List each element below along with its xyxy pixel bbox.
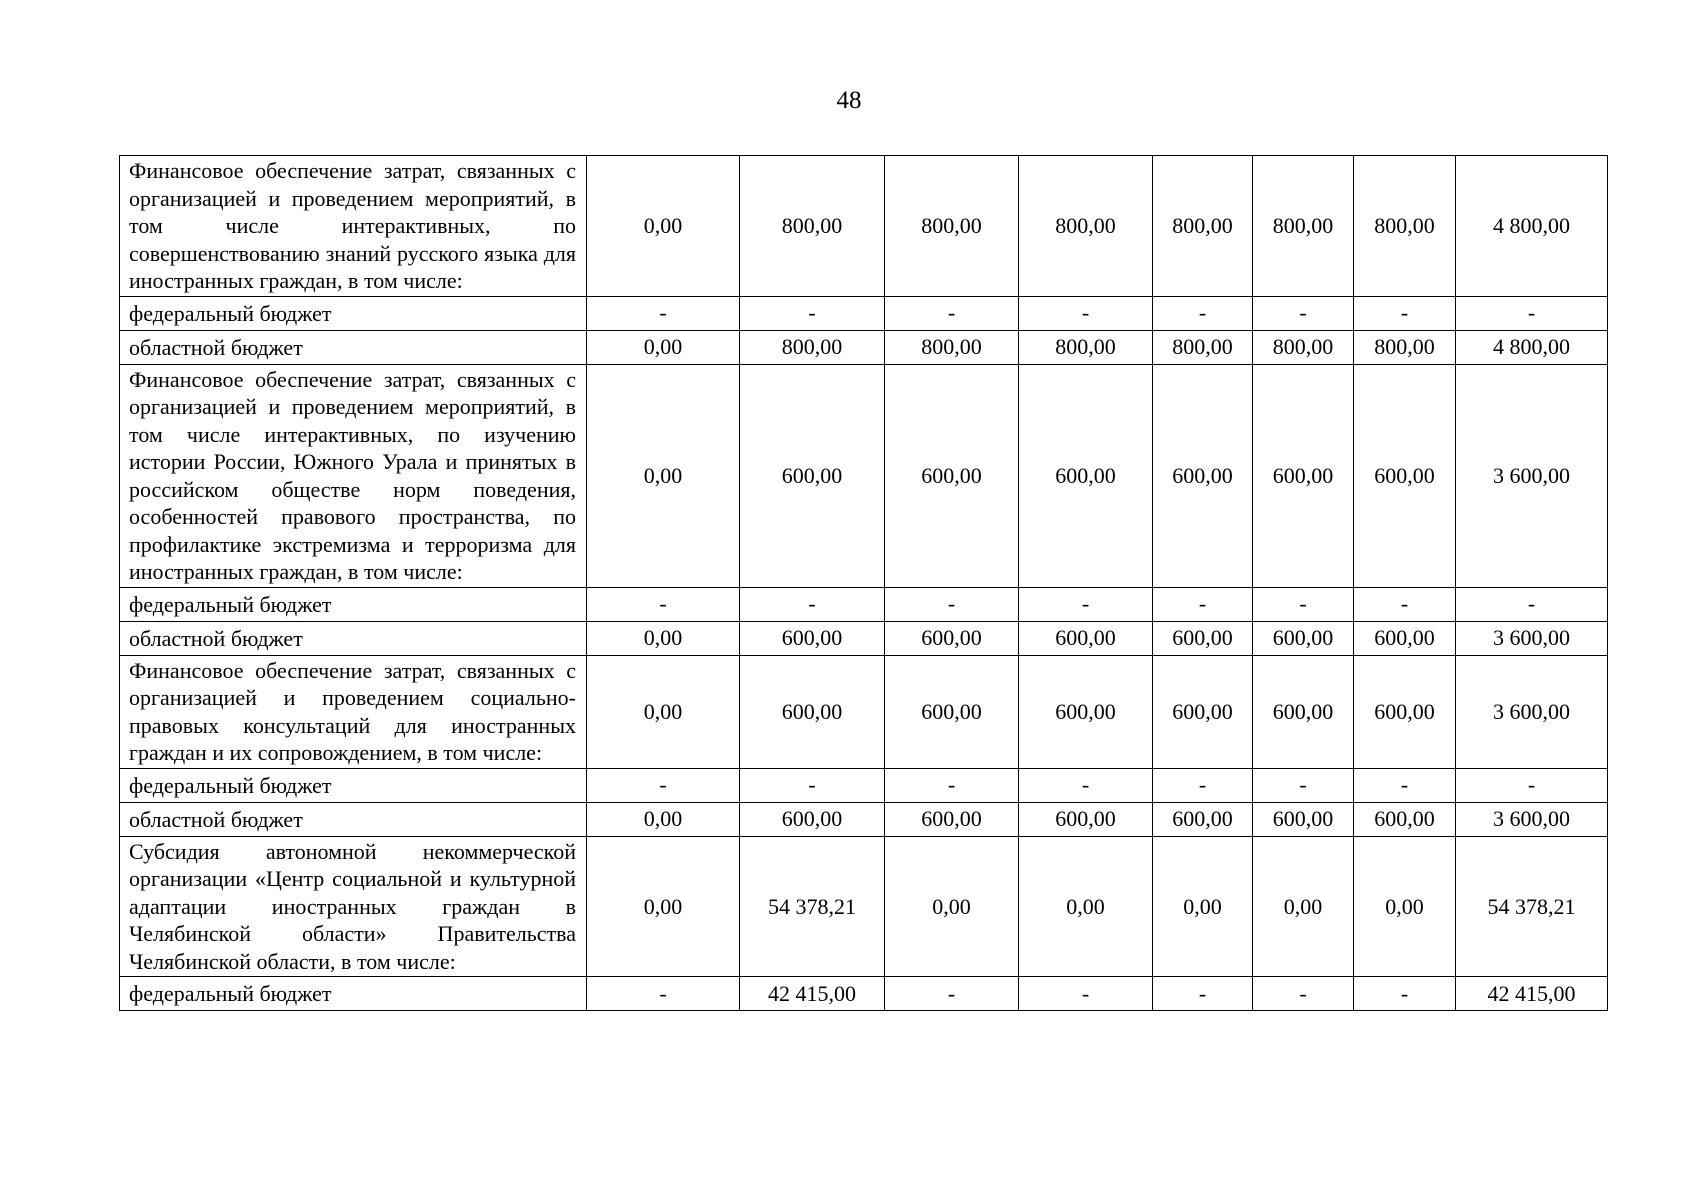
value-cell: 3 600,00 (1456, 364, 1608, 587)
value-cell: - (587, 768, 740, 802)
value-cell: 0,00 (1354, 836, 1456, 977)
value-cell: - (1456, 296, 1608, 330)
value-cell: - (1019, 296, 1153, 330)
value-cell: 54 378,21 (740, 836, 885, 977)
row-label: федеральный бюджет (120, 977, 587, 1011)
value-cell: 0,00 (587, 156, 740, 297)
value-cell: - (885, 768, 1019, 802)
value-cell: - (1019, 977, 1153, 1011)
row-label: областной бюджет (120, 330, 587, 364)
value-cell: 800,00 (1153, 330, 1253, 364)
budget-table-body (120, 156, 1608, 1011)
value-cell: - (885, 587, 1019, 621)
value-cell: 600,00 (885, 364, 1019, 587)
value-cell: 0,00 (885, 836, 1019, 977)
row-label: Финансовое обеспечение затрат, связанных с организацией и проведением мероприятий, в том числе интерактивных, по изучению истории России, Южного Урала и принятых в российском обществе норм поведения, особенностей правового пространства, по профилактике экстремизма и терроризма для иностранных граждан, в том числе: (120, 364, 587, 587)
value-cell: 600,00 (1019, 364, 1153, 587)
value-cell: - (587, 977, 740, 1011)
row-label: Финансовое обеспечение затрат, связанных с организацией и проведением социально-правовых консультаций для иностранных граждан и их сопровождением, в том числе: (120, 655, 587, 768)
value-cell: 0,00 (1019, 836, 1153, 977)
value-cell: 600,00 (740, 802, 885, 836)
table-row (120, 655, 1608, 768)
row-label: федеральный бюджет (120, 768, 587, 802)
value-cell: 800,00 (885, 330, 1019, 364)
value-cell: 600,00 (1253, 655, 1354, 768)
value-cell: 800,00 (1153, 156, 1253, 297)
row-label: Финансовое обеспечение затрат, связанных с организацией и проведением мероприятий, в том числе интерактивных, по совершенствованию знаний русского языка для иностранных граждан, в том числе: (120, 156, 587, 297)
value-cell: - (740, 587, 885, 621)
value-cell: 54 378,21 (1456, 836, 1608, 977)
value-cell: - (1354, 587, 1456, 621)
value-cell: 600,00 (1253, 802, 1354, 836)
value-cell: 800,00 (740, 156, 885, 297)
value-cell: - (1019, 587, 1153, 621)
table-row (120, 364, 1608, 587)
value-cell: 600,00 (1019, 802, 1153, 836)
value-cell: 800,00 (1253, 156, 1354, 297)
value-cell: - (1019, 768, 1153, 802)
value-cell: 600,00 (1019, 655, 1153, 768)
value-cell: - (1354, 977, 1456, 1011)
value-cell: - (1153, 587, 1253, 621)
table-row (120, 587, 1608, 621)
table-row (120, 977, 1608, 1011)
value-cell: 3 600,00 (1456, 802, 1608, 836)
value-cell: - (1354, 296, 1456, 330)
value-cell: 0,00 (1153, 836, 1253, 977)
table-row (120, 836, 1608, 977)
value-cell: - (1456, 587, 1608, 621)
value-cell: - (1253, 768, 1354, 802)
value-cell: - (1153, 296, 1253, 330)
value-cell: - (740, 296, 885, 330)
value-cell: 0,00 (587, 364, 740, 587)
value-cell: - (1354, 768, 1456, 802)
value-cell: 600,00 (1153, 655, 1253, 768)
value-cell: 600,00 (1354, 802, 1456, 836)
value-cell: 800,00 (1354, 156, 1456, 297)
value-cell: 0,00 (587, 836, 740, 977)
value-cell: 0,00 (587, 802, 740, 836)
value-cell: 600,00 (1354, 655, 1456, 768)
value-cell: - (740, 768, 885, 802)
value-cell: 800,00 (1253, 330, 1354, 364)
table-row (120, 768, 1608, 802)
value-cell: - (1253, 587, 1354, 621)
value-cell: 3 600,00 (1456, 621, 1608, 655)
value-cell: 600,00 (740, 655, 885, 768)
value-cell: 600,00 (885, 655, 1019, 768)
value-cell: 0,00 (587, 621, 740, 655)
value-cell: 600,00 (1019, 621, 1153, 655)
value-cell: 4 800,00 (1456, 156, 1608, 297)
value-cell: 600,00 (1153, 364, 1253, 587)
value-cell: 800,00 (740, 330, 885, 364)
value-cell: - (885, 296, 1019, 330)
value-cell: - (885, 977, 1019, 1011)
value-cell: 600,00 (740, 621, 885, 655)
value-cell: 600,00 (885, 802, 1019, 836)
value-cell: 800,00 (1354, 330, 1456, 364)
value-cell: 600,00 (1153, 621, 1253, 655)
table-row (120, 621, 1608, 655)
value-cell: 3 600,00 (1456, 655, 1608, 768)
value-cell: 800,00 (1019, 156, 1153, 297)
value-cell: 42 415,00 (1456, 977, 1608, 1011)
value-cell: - (1153, 768, 1253, 802)
value-cell: - (1253, 977, 1354, 1011)
value-cell: 800,00 (1019, 330, 1153, 364)
value-cell: 0,00 (1253, 836, 1354, 977)
table-row (120, 156, 1608, 297)
row-label: областной бюджет (120, 802, 587, 836)
value-cell: - (1456, 768, 1608, 802)
value-cell: 0,00 (587, 330, 740, 364)
value-cell: 42 415,00 (740, 977, 885, 1011)
row-label: федеральный бюджет (120, 587, 587, 621)
value-cell: 600,00 (1253, 364, 1354, 587)
row-label: Субсидия автономной некоммерческой организации «Центр социальной и культурной адаптации иностранных граждан в Челябинской области» Правительства Челябинской области, в том числе: (120, 836, 587, 977)
value-cell: - (1153, 977, 1253, 1011)
value-cell: 600,00 (1253, 621, 1354, 655)
row-label: областной бюджет (120, 621, 587, 655)
value-cell: 800,00 (885, 156, 1019, 297)
value-cell: 600,00 (885, 621, 1019, 655)
value-cell: 4 800,00 (1456, 330, 1608, 364)
table-row (120, 296, 1608, 330)
value-cell: - (587, 296, 740, 330)
value-cell: 600,00 (1354, 621, 1456, 655)
value-cell: - (1253, 296, 1354, 330)
budget-table (119, 155, 1608, 1011)
value-cell: - (587, 587, 740, 621)
value-cell: 0,00 (587, 655, 740, 768)
value-cell: 600,00 (1153, 802, 1253, 836)
page-number: 48 (836, 87, 862, 114)
value-cell: 600,00 (740, 364, 885, 587)
row-label: федеральный бюджет (120, 296, 587, 330)
table-row (120, 330, 1608, 364)
table-row (120, 802, 1608, 836)
value-cell: 600,00 (1354, 364, 1456, 587)
